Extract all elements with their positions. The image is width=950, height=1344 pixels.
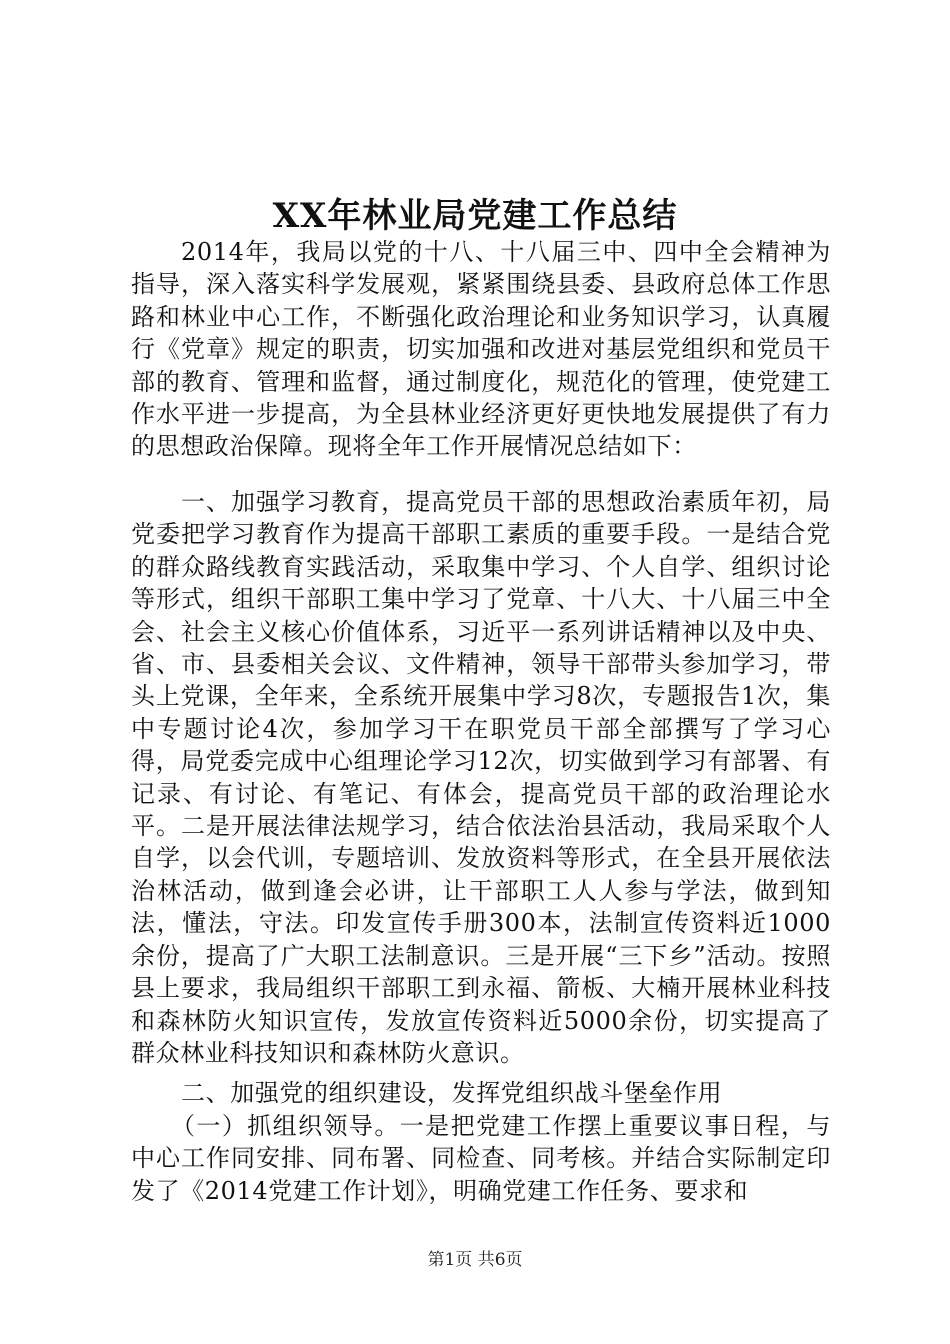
paragraph-text: 2014年，我局以党的十八、十八届三中、四中全会精神为指导，深入落实科学发展观，紧紧围绕县委、县政府总体工作思路和林业中心工作，不断强化政治理论和业务知识学习，认真履行《党章》规定的职责，切实加强和改进对基层党组织和党员干部的教育、管理和监督，通过制度化，规范化的管理，使党建工作水平进一步提高，为全县林业经济更好更快地发展提供了有力的思想政治保障。现将全年工作开展情况总结如下：: [131, 238, 831, 461]
paragraph-intro: [131, 236, 831, 463]
paragraph-text: （一）抓组织领导。一是把党建工作摆上重要议事日程，与中心工作同安排、同布署、同检查、同考核。并结合实际制定印发了《2014党建工作计划》，明确党建工作任务、要求和: [131, 1112, 831, 1205]
paragraph-text: 一、加强学习教育，提高党员干部的思想政治素质年初，局党委把学习教育作为提高干部职工素质的重要手段。一是结合党的群众路线教育实践活动，采取集中学习、个人自学、组织讨论等形式，组织干部职工集中学习了党章、十八大、十八届三中全会、社会主义核心价值体系，习近平一系列讲话精神以及中央、省、市、县委相关会议、文件精神，领导干部带头参加学习，带头上党课，全年来，全系统开展集中学习8次，专题报告1次，集中专题讨论4次，参加学习干在职党员干部全部撰写了学习心得，局党委完成中心组理论学习12次，切实做到学习有部署、有记录、有讨论、有笔记、有体会，提高党员干部的政治理论水平。二是开展法律法规学习，结合依法治县活动，我局采取个人自学，以会代训，专题培训、发放资料等形式，在全县开展依法治林活动，做到逢会必讲，让干部职工人人参与学法，做到知法，懂法，守法。印发宣传手册300本，法制宣传资料近1000余份，提高了广大职工法制意识。三是开展“三下乡”活动。按照县上要求，我局组织干部职工到永福、箭板、大楠开展林业科技和森林防火知识宣传，发放宣传资料近5000余份，切实提高了群众林业科技知识和森林防火意识。: [131, 488, 831, 1067]
section-two-heading: [131, 1077, 831, 1109]
paragraph-text: 二、加强党的组织建设，发挥党组织战斗堡垒作用: [181, 1079, 723, 1107]
paragraph-section-one: [131, 486, 831, 1069]
page-number-footer: 第1页 共6页: [427, 1250, 523, 1270]
document-title: XX年林业局党建工作总结: [272, 196, 678, 236]
paragraph-subsection-one: [131, 1110, 831, 1207]
